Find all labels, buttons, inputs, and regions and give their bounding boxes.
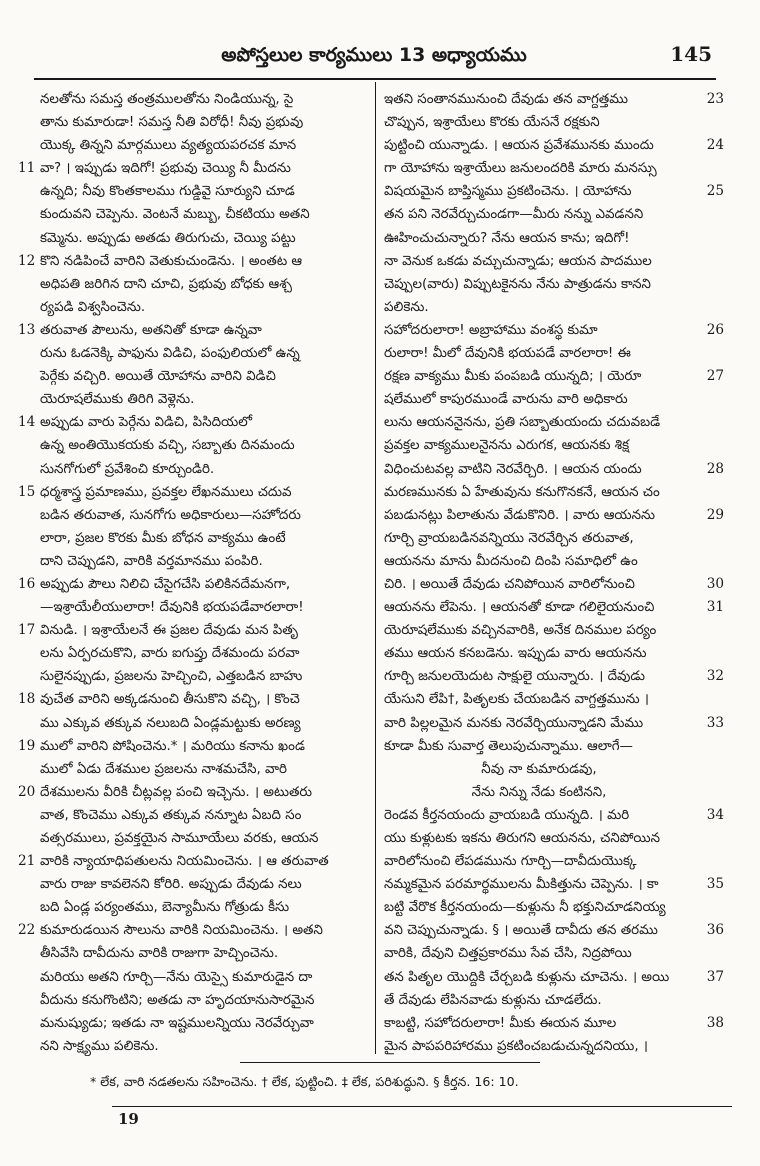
line-text: విషయమైన బాప్తిస్మము ప్రకటించెను. । యోహాను [384,184,632,200]
text-line [18,942,368,965]
text-line [18,781,368,804]
line-text: ఇతని సంతానమునుంచి దేవుడు తన వాగ్దత్తము [384,92,628,107]
verse-number: 34 [706,806,724,823]
text-line [18,388,368,411]
text-line [18,873,368,896]
page-title: అపోస్తలుల కార్యములు 13 అధ్యాయము [221,44,527,66]
text-line [384,850,724,873]
line-text: ప్రవక్తల వాక్యములనైనను ఎరుగక, ఆయనకు శిక్ష [384,438,630,454]
footnote-rule [240,1062,540,1063]
line-text: అధిపతి జరిగిన దాని చూచి, ప్రభువు బోధకు ఆశ్చ [40,276,292,292]
text-line [18,342,368,365]
line-text: మరణమునకు ఏ హేతువును కనుగొనకనే, ఆయన చం [384,484,660,500]
line-text: ఊహించుచున్నారు? నేను ఆయన కాను; ఇదిగో! [384,230,630,246]
text-line [384,296,724,319]
line-text: గా యోహాను ఇశ్రాయేలు జనులందరికి మారు మనస్సు [384,161,657,177]
line-text: కుమారుడయిన సౌలును వారికి నియమించెను. । అతని [40,923,323,939]
verse-number: 26 [706,321,724,338]
text-line [18,896,368,919]
text-line [384,596,724,619]
text-line [18,804,368,827]
line-text: ధర్మశాస్త్ర ప్రమాణము, ప్రవక్తల లేఖనములు చదువ [40,484,292,500]
text-line [384,665,724,688]
text-line [384,942,724,965]
line-text: వారు రాజు కావలెనని కోరిరి. అప్పుడు దేవుడు నలు [40,877,302,893]
text-line [18,966,368,989]
text-line [18,319,368,342]
line-text: ఆయనను మాను మీదనుంచి దింపి సమాధిలో ఉం [384,553,638,569]
verse-number: 25 [706,183,724,200]
text-line [384,365,724,388]
verse-number: 20 [18,783,36,800]
text-line [384,688,724,711]
line-text: యు కుళ్లుటకు ఇకను తిరుగని ఆయనను, చనిపోయిన [384,831,660,846]
text-line [18,157,368,180]
text-line [18,850,368,873]
signature-rule [112,1106,732,1107]
text-line [384,527,724,550]
text-line [384,827,724,850]
text-line [384,758,724,781]
column-divider [375,82,376,1054]
text-line [18,134,368,157]
line-text: రును ఓడనెక్కి పాఫును విడిచి, పంఫులియలో ఉన్న [40,346,300,362]
text-line [18,642,368,665]
line-text: వారిలోనుంచి లేపడమును గూర్చి—దావీదుయొక్క [384,854,637,870]
text-line [18,88,368,111]
line-text: రెండవ కీర్తనయందు వ్రాయబడి యున్నది. । మరి [384,807,630,823]
line-text: తన పని నెరవేర్చుచుండగా—మీరు నన్ను ఎవడనని [384,207,644,223]
text-line [18,827,368,850]
line-text: తాను కుమారుడా! సమస్త నీతి విరోధీ! నీవు ప్రభువు [40,115,304,131]
line-text: —ఇశ్రాయేలీయులారా! దేవునికి భయపడేవారలారా! [40,600,304,616]
text-line [384,458,724,481]
line-text: సునగోగులో ప్రవేశించి కూర్చుండిరి. [40,461,215,477]
line-text: అప్పుడు పౌలు నిలిచి చేసైగచేసి పలికినదేమనగా, [40,576,291,592]
text-line [384,342,724,365]
line-text: చిరి. । అయితే దేవుడు చనిపోయిన వారిలోనుంచి [384,576,635,592]
line-text: తరువాత పౌలును, అతనితో కూడా ఉన్నవా [40,322,262,338]
text-line [384,619,724,642]
line-text: నా వెనుక ఒకడు వచ్చుచున్నాడు; ఆయన పాదముల [384,253,652,269]
verse-number: 38 [706,1014,724,1031]
line-text: ఉన్నది; నీవు కొంతకాలము గుడ్డివై సూర్యుని చూడ [40,184,295,200]
line-text: వని చెప్పుచున్నాడు. § । అయితే దావీదు తన తరము [384,923,658,939]
line-text: ములో ఏడు దేశముల ప్రజలను నాశమచేసి, వారి [40,761,287,777]
text-line [384,896,724,919]
verse-number: 24 [706,137,724,154]
text-line [18,227,368,250]
text-line [384,712,724,735]
line-text: పుట్టించి యున్నాడు. । ఆయన ప్రవేశమునకు ముందు [384,138,654,154]
text-line [18,411,368,434]
line-text: బడిన తరువాత, సునగోగు అధికారులు—సహోదరు [40,507,301,523]
text-line [384,434,724,457]
line-text: దాని చెప్పుడని, వారికి వర్తమానము పంపిరి. [40,553,263,569]
line-text: తన పితృల యొద్దికి చేర్చబడి కుళ్లును చూచెను. । అయి [384,969,670,985]
text-line [18,273,368,296]
text-line [384,273,724,296]
text-line [384,1012,724,1035]
text-line [18,458,368,481]
text-line [18,619,368,642]
text-line [384,804,724,827]
verse-number: 36 [706,922,724,939]
line-text: కుందువని చెప్పెను. వెంటనే మబ్బు, చీకటియు అతని [40,207,310,223]
line-text: గూర్చి వ్రాయబడినవన్నియు నెరవేర్చిన తరువాత, [384,530,634,546]
text-line [384,411,724,434]
text-line [384,250,724,273]
line-text: ము ఎక్కువ తక్కువ నలుబది ఏండ్లమట్టుకు అరణ్య [40,715,301,731]
verse-number: 32 [706,668,724,685]
line-text: ఉన్న అంతియొకయకు వచ్చి, సబ్బాతు దినమందు [40,438,295,454]
footnote: * లేక, వారి నడతలను సహించెను. † లేక, పుట్టించి. ‡ లేక, పరిశుద్ధుని. § కీర్తన. 16: 10. [90,1074,519,1089]
line-text: వత్సరములు, ప్రవక్తయైన సామూయేలు వరకు, ఆయన [40,831,319,846]
line-text: నమ్మకమైన పరమార్థములను మీకిత్తును చెప్పెను. । కా [384,877,659,893]
text-line [384,504,724,527]
text-line [18,296,368,319]
line-text: తము ఆయన కనబడెను. ఇప్పుడు వారు ఆయనను [384,646,647,662]
text-line [18,111,368,134]
verse-number: 18 [18,691,36,708]
line-text: లారా, ప్రజల కొరకు మీకు బోధన వాక్యము ఉంటే [40,530,286,546]
line-text: మనుష్యుడు; ఇతడు నా ఇష్టములన్నియు నెరవేర్చువా [40,1015,314,1031]
text-line [18,665,368,688]
text-line [384,180,724,203]
right-column [384,88,724,1056]
verse-number: 16 [18,575,36,592]
verse-number: 33 [706,714,724,731]
line-text: వుచేత వారిని అక్కడనుంచి తీసుకొని వచ్చి, । కొంచె [40,692,300,708]
verse-number: 37 [706,968,724,985]
verse-number: 19 [18,737,36,754]
text-line [18,1012,368,1035]
line-text: యొక్క తిన్నని మార్గములు వ్యత్యయపరచక మాన [40,138,297,154]
line-text: బది ఏండ్ల పర్యంతము, బెన్యామీను గోత్రుడు కీసు [40,900,290,916]
line-text: రులారా! మీలో దేవునికి భయపడే వారలారా! ఈ [384,346,631,362]
text-line [384,157,724,180]
verse-number: 27 [706,368,724,385]
line-text: రక్షణ వాక్యము మీకు పంపబడి యున్నది; । యెరూ [384,369,642,385]
text-line [384,550,724,573]
verse-number: 28 [706,460,724,477]
text-line [384,134,724,157]
text-line [18,365,368,388]
line-text: తీసివేసి దావీదును వారికి రాజుగా హెచ్చించెను. [40,946,279,962]
text-line [18,712,368,735]
line-text: వారికి న్యాయాధిపతులను నియమించెను. । ఆ తరువాత [40,854,329,870]
line-text: అప్పుడు వారు పెర్గేను విడిచి, పిసిదియలో [40,415,253,431]
verse-number: 30 [706,575,724,592]
verse-number: 12 [18,252,36,269]
verse-number: 15 [18,483,36,500]
printer-signature: 19 [118,1110,139,1128]
line-text: చెప్పుల(వారు) విప్పుటకైనను నేను పాత్రుడను కానని [384,276,651,292]
line-text: కూడా మీకు సువార్త తెలుపుచున్నాము. ఆలాగే— [384,738,633,754]
line-text: పెర్గేకు వచ్చిరి. అయితే యోహాను వారిని విడిచి [40,369,276,385]
line-text: నని సాక్ష్యము పలికెను. [40,1038,159,1054]
line-text: నీవు నా కుమారుడవు, [481,761,597,777]
text-line [384,481,724,504]
line-text: వినుడి. । ఇశ్రాయేలనే ఈ ప్రజల దేవుడు మన పితృ [40,623,298,639]
left-column [18,88,368,1056]
line-text: మరియు అతని గూర్చి—నేను యెస్సై కుమారుడైన దా [40,969,313,985]
text-line [384,319,724,342]
line-text: లను ఏర్పరచుకొని, వారు ఐగుప్తు దేశమందు పరవా [40,646,300,662]
text-line [384,873,724,896]
text-line [384,88,724,111]
page-number: 145 [670,42,712,66]
line-text: నలతోను సమస్త తంత్రములతోను నిండియున్న, సై [40,92,294,107]
line-text: మైన పాపపరిహారము ప్రకటించబడుచున్నదనియు, । [384,1038,648,1054]
line-text: యెరూషలేముకు వచ్చినవారికి, అనేక దినముల పర్యం [384,623,657,639]
text-line [384,919,724,942]
verse-number: 31 [706,599,724,616]
text-line [384,989,724,1012]
line-text: యెరూషలేముకు తిరిగి వెళ్లెను. [40,392,195,408]
line-text: ములో వారిని పోషించెను.* । మరియు కనాను ఖండ [40,738,305,754]
page-header [34,38,716,80]
text-line [384,573,724,596]
verse-number: 23 [706,91,724,107]
line-text: కాబట్టి, సహోదరులారా! మీకు ఈయన మూల [384,1015,617,1031]
line-text: షలేములో కాపురముండే వారును వారి అధికారు [384,392,628,408]
line-text: గూర్చి జనులయెదుట సాక్షులై యున్నారు. । దేవుడు [384,669,645,685]
verse-number: 11 [18,160,36,177]
text-line [384,735,724,758]
text-line [18,250,368,273]
text-line [18,573,368,596]
line-text: ఆయనను లేపెను. । ఆయనతో కూడా గలిలైయనుంచి [384,600,655,616]
line-text: చొప్పున, ఇశ్రాయేలు కొరకు యేసనే రక్షకుని [384,115,600,131]
text-line [384,966,724,989]
verse-number: 21 [18,853,36,870]
verse-number: 14 [18,414,36,431]
text-line [18,735,368,758]
line-text: సహోదరులారా! అబ్రాహాము వంశస్థ కుమా [384,322,598,338]
line-text: వారికి, దేవుని చిత్తప్రకారము సేవ చేసి, నిద్రపోయి [384,946,632,962]
line-text: సులైనప్పుడు, ప్రజలను హెచ్చించి, ఎత్తబడిన బాహు [40,669,303,685]
verse-number: 13 [18,321,36,338]
text-line [18,596,368,619]
line-text: వీదును కనుగొంటిని; అతడు నా హృదయానుసారమైన [40,992,315,1008]
line-text: వా? । ఇప్పుడు ఇదిగో! ప్రభువు చెయ్యి నీ మీదను [40,161,291,177]
verse-number: 29 [706,506,724,523]
text-line [384,781,724,804]
text-line [18,203,368,226]
text-line [18,688,368,711]
text-line [384,642,724,665]
line-text: బట్టి వేరొక కీర్తనయందు—కుళ్లును నీ భక్తునిచూడనియ్య [384,900,666,916]
text-line [18,434,368,457]
text-line [18,919,368,942]
verse-number: 35 [706,876,724,893]
text-line [18,180,368,203]
line-text: లును ఆయననైనను, ప్రతి సబ్బాతుయందు చదువబడే [384,415,661,431]
line-text: కొని నడిపించే వారిని వెతుకుచుండెను. । అంతట ఆ [40,253,303,269]
text-line [18,504,368,527]
line-text: కమ్మెను. అప్పుడు అతడు తిరుగుచు, చెయ్యి పట్టు [40,230,296,246]
text-line [18,481,368,504]
line-text: పలికెను. [384,299,429,315]
text-line [18,550,368,573]
text-line [18,758,368,781]
line-text: తే దేవుడు లేపినవాడు కుళ్లును చూడలేదు. [384,992,602,1008]
verse-number: 17 [18,622,36,639]
text-line [384,111,724,134]
line-text: విధించుటవల్ల వాటిని నెరవేర్చిరి. । ఆయన యందు [384,461,642,477]
text-line [18,989,368,1012]
line-text: నేను నిన్ను నేడు కంటినని, [471,784,607,800]
line-text: దేశములను వీరికి చీట్లవల్ల పంచి ఇచ్చెను. । అటుతరు [40,784,312,800]
line-text: యేసుని లేపి†, పితృలకు చేయబడిన వాగ్దత్తమును । [384,692,649,708]
text-line [384,1035,724,1056]
verse-number: 22 [18,922,36,939]
line-text: పబడునట్లు పిలాతును వేడుకొనిరి. । వారు ఆయనను [384,507,656,523]
text-line [384,388,724,411]
line-text: వారి పిల్లలమైన మనకు నెరవేర్చియున్నాడని మేము [384,715,644,731]
text-line [384,227,724,250]
text-line [384,203,724,226]
line-text: వాత, కొంచెము ఎక్కువ తక్కువ నన్నూట ఏబది సం [40,807,302,823]
text-line [18,1035,368,1056]
line-text: ర్యపడి విశ్వసించెను. [40,299,146,315]
text-line [18,527,368,550]
